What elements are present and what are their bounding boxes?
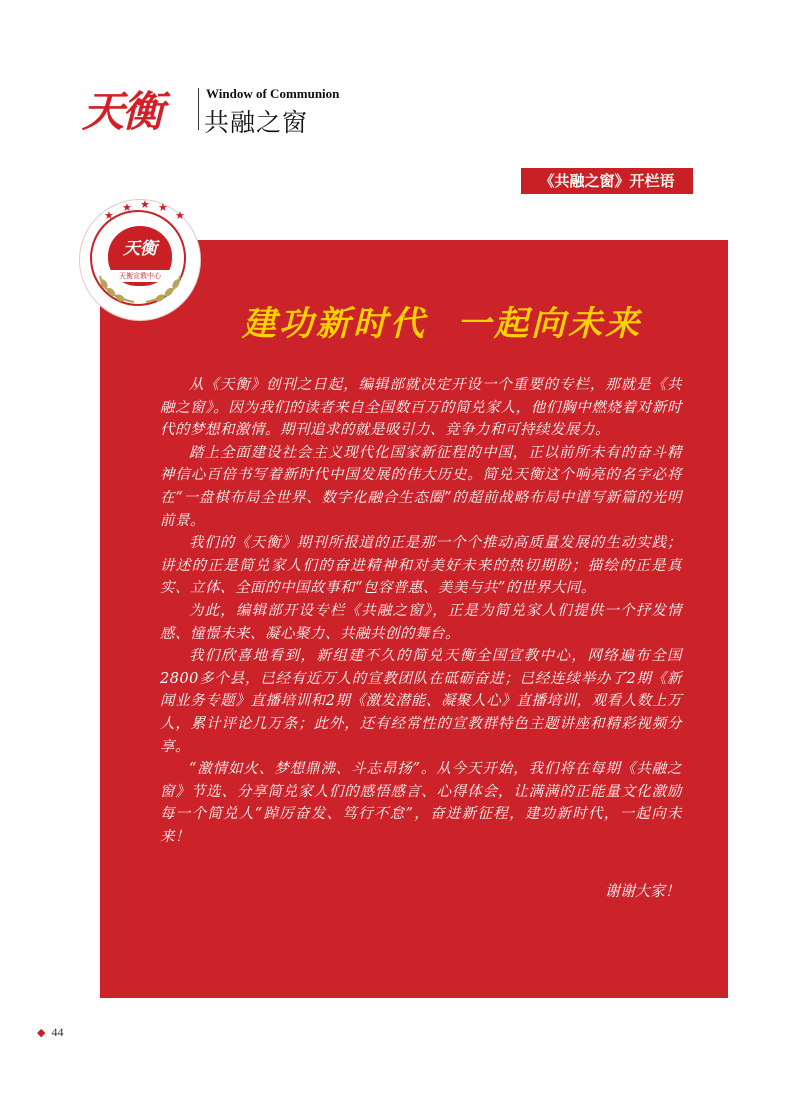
star-icon: ★ <box>104 209 114 222</box>
emblem-subtitle: 天衡宣教中心 <box>106 270 174 282</box>
paragraph: 我们的《天衡》期刊所报道的正是那一个个推动高质量发展的生动实践；讲述的正是简兑家人们的奋进精神和对美好未来的热切期盼；描绘的正是真实、立体、全面的中国故事和“包容普惠、美美与共”的世界大同。 <box>160 535 682 597</box>
paragraph: 从《天衡》创刊之日起，编辑部就决定开设一个重要的专栏，那就是《共融之窗》。因为我们的读者来自全国数百万的简兑家人，他们胸中燃烧着对新时代的梦想和激情。期刊追求的就是吸引力、竞争力和可持续发展力。 <box>160 377 682 439</box>
star-icon: ★ <box>122 201 132 214</box>
emblem-name: 天衡 <box>123 239 157 259</box>
article-body <box>160 374 682 848</box>
star-icon: ★ <box>140 198 150 211</box>
page-folio <box>37 1025 63 1040</box>
paragraph: “激情如火、梦想鼎沸、斗志昂扬”。从今天开始，我们将在每期《共融之窗》节选、分享简兑家人们的感悟感言、心得体会，让满满的正能量文化激励每一个简兑人“踔厉奋发、笃行不怠”，奋进新征程，建功新时代，一起向未来！ <box>160 761 682 845</box>
column-tag: 《共融之窗》开栏语 <box>521 168 693 194</box>
star-icon: ★ <box>158 201 168 214</box>
laurel-icon <box>94 272 186 306</box>
headline <box>242 296 682 345</box>
paragraph: 踏上全面建设社会主义现代化国家新征程的中国，正以前所未有的奋斗精神信心百倍书写着新时代中国发展的伟大历史。简兑天衡这个响亮的名字必将在“一盘棋布局全世界、数字化融合生态圈”的超前战略布局中谱写新篇的光明前景。 <box>160 444 682 529</box>
diamond-icon: ◆ <box>37 1027 46 1039</box>
signoff: 谢谢大家！ <box>604 882 680 900</box>
header-title-cn: 共融之窗 <box>204 108 309 137</box>
headline-part-1: 建功新时代 <box>242 304 427 344</box>
headline-part-2: 一起向未来 <box>457 304 642 344</box>
header-title-en: Window of Communion <box>206 86 340 101</box>
header-divider <box>198 88 199 130</box>
star-icon: ★ <box>175 209 185 222</box>
logo-mark: 天衡 <box>82 87 163 136</box>
page-number: 44 <box>51 1025 64 1039</box>
paragraph: 我们欣喜地看到，新组建不久的简兑天衡全国宣教中心，网络遍布全国2800多个县，已经有近万人的宣教团队在砥砺奋进；已经连续举办了2期《新闻业务专题》直播培训和2期《激发潜能、凝聚人心》直播培训，观看人数上万人，累计评论几万条；此外，还有经常性的宣教群特色主题讲座和精彩视频分享。 <box>160 648 682 755</box>
paragraph: 为此，编辑部开设专栏《共融之窗》，正是为简兑家人们提供一个抒发情感、憧憬未来、凝心聚力、共融共创的舞台。 <box>160 602 682 642</box>
emblem-badge <box>80 200 200 320</box>
